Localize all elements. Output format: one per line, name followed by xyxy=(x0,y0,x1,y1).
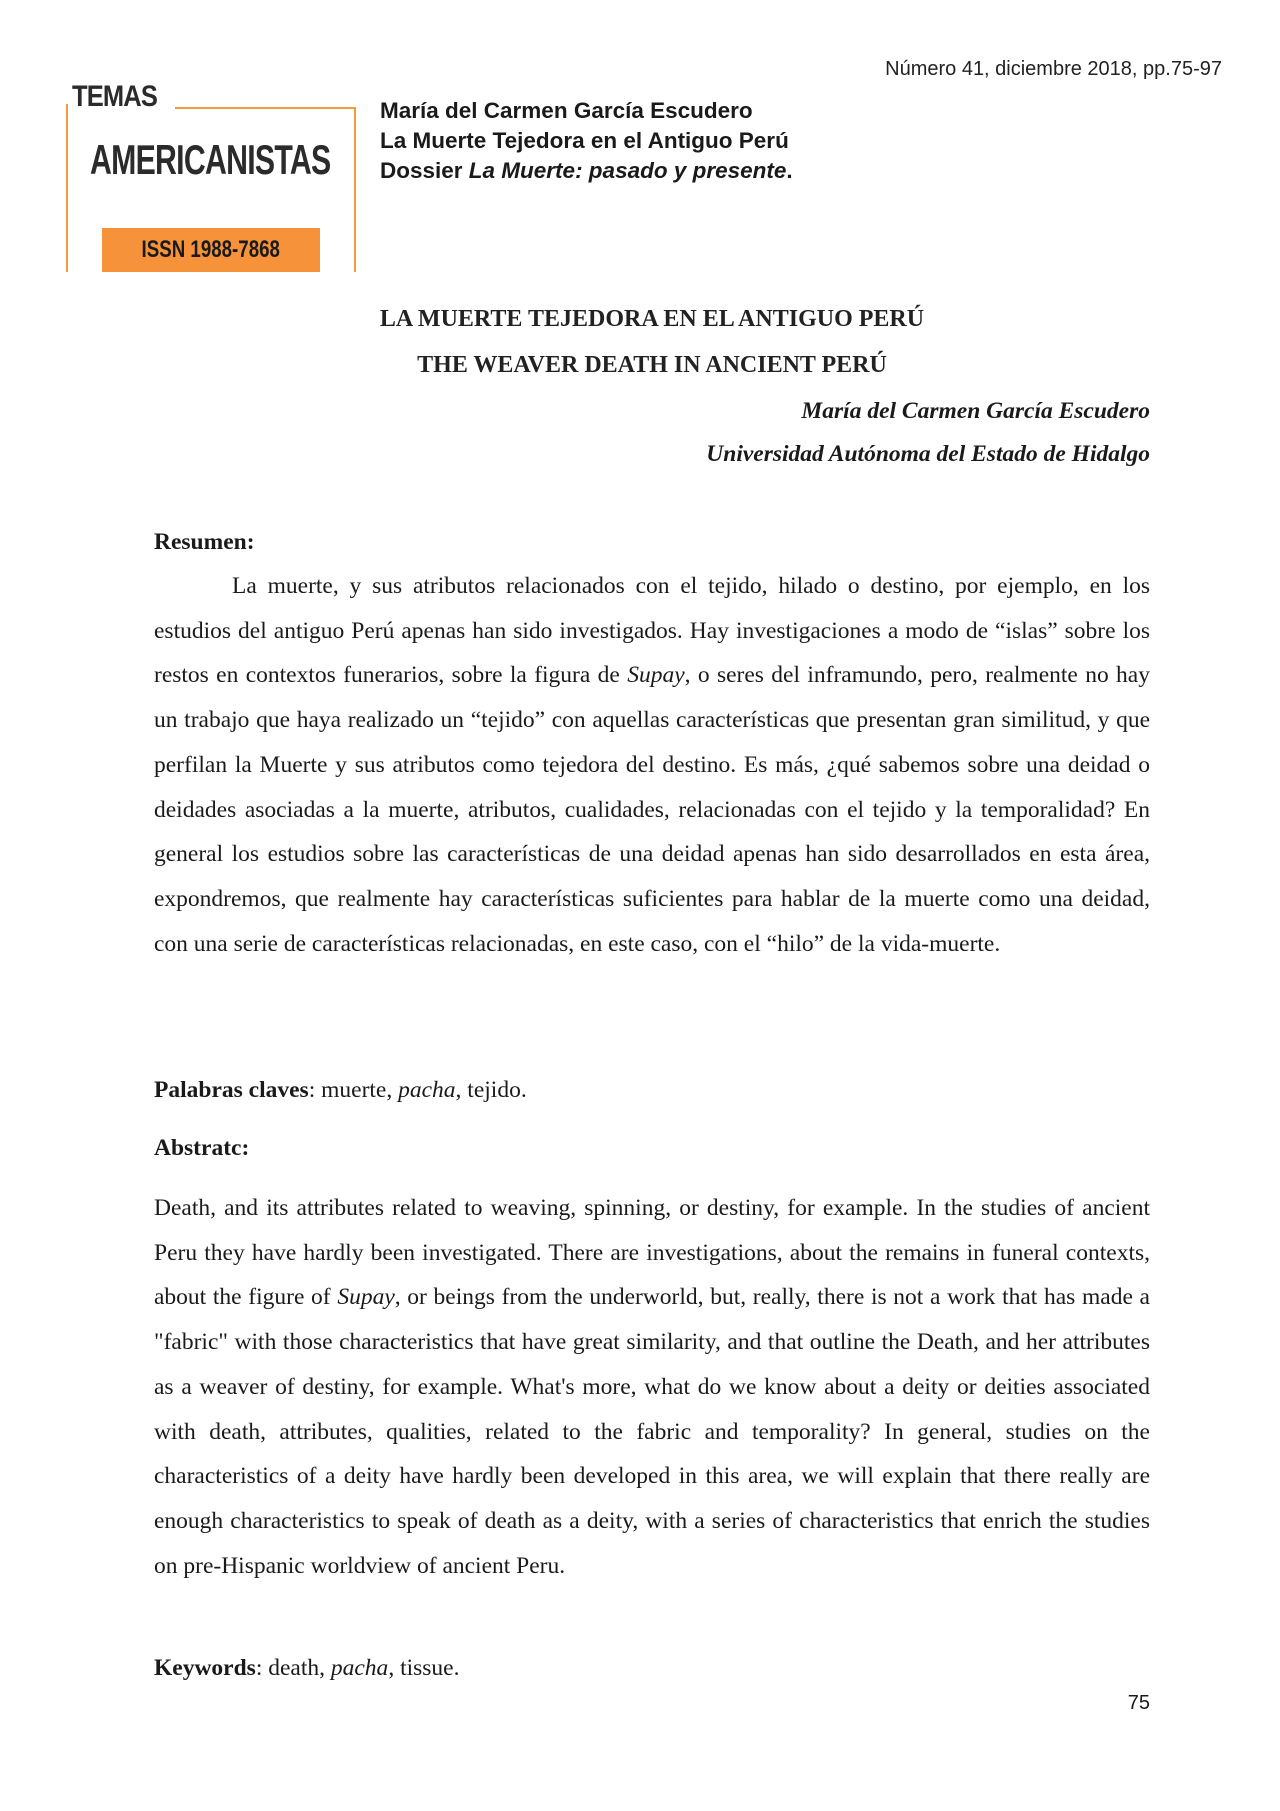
header-author: María del Carmen García Escudero xyxy=(380,98,753,123)
logo-frame-top xyxy=(175,107,356,109)
abstract-paragraph xyxy=(154,1186,1150,1588)
resumen-heading: Resumen: xyxy=(154,529,255,555)
journal-logo xyxy=(66,80,356,272)
header-dossier-suffix: . xyxy=(786,158,793,183)
keywords-term: pacha xyxy=(330,1655,389,1681)
keywords-label: Keywords xyxy=(154,1655,256,1681)
resumen-term-supay: Supay xyxy=(627,662,685,689)
abstract-text-part1: Death, and its attributes related to weaving, spinning, or destiny, for example. In the studies of ancient Peru they have hardly been investigated. There are investigations, about the remains in funeral contexts, about the figure of xyxy=(154,1195,1150,1311)
abstract-text-part2: , or beings from the underworld, but, really, there is not a work that has made a "fabric" with those characteristics that have great similarity, and that outline the Death, and her attributes as a weaver of destiny, for example. What's more, what do we know about a deity or deities associated with death, attributes, qualities, related to the fabric and temporality? In general, studies on the characteristics of a deity have hardly been developed in this area, we will explain that there really are enough characteristics to speak of death as a deity, with a series of characteristics that enrich the studies on pre-Hispanic worldview of ancient Peru. xyxy=(154,1284,1150,1579)
running-header xyxy=(380,96,793,186)
palabras-claves xyxy=(154,1077,1150,1104)
logo-word-americanistas: AMERICANISTAS xyxy=(90,136,331,183)
header-dossier xyxy=(380,156,793,186)
abstract-term-supay: Supay xyxy=(337,1284,395,1311)
title-spanish: LA MUERTE TEJEDORA EN EL ANTIGUO PERÚ xyxy=(379,306,925,332)
author-affiliation: Universidad Autónoma del Estado de Hidalgo xyxy=(706,441,1150,467)
header-article-title: La Muerte Tejedora en el Antiguo Perú xyxy=(380,128,789,153)
title-english: THE WEAVER DEATH IN ANCIENT PERÚ xyxy=(417,352,887,378)
palabras-claves-label: Palabras claves xyxy=(154,1077,309,1103)
logo-frame-left xyxy=(66,104,68,272)
logo-word-temas: TEMAS xyxy=(72,80,157,113)
resumen-text-part2: , o seres del inframundo, pero, realmente no hay un trabajo que haya realizado un “tejido” con aquellas características que presentan gran similitud, y que perfilan la Muerte y sus atributos como tejedora del destino. Es más, ¿qué sabemos sobre una deidad o deidades asociadas a la muerte, atributos, cualidades, relacionadas con el tejido y la temporalidad? En general los estudios sobre las características de una deidad apenas han sido desarrollados en esta área, expondremos, que realmente hay características suficientes para hablar de la muerte como una deidad, con una serie de características relacionadas, en este caso, con el “hilo” de la vida-muerte. xyxy=(154,662,1150,957)
article-author: María del Carmen García Escudero xyxy=(801,398,1150,424)
palabras-claves-rest: , tejido. xyxy=(455,1077,527,1103)
palabras-claves-sep: : muerte, xyxy=(308,1077,399,1103)
resumen-paragraph xyxy=(154,564,1150,966)
palabras-claves-term: pacha xyxy=(398,1077,456,1103)
keywords-sep: : death, xyxy=(255,1655,331,1681)
keywords-rest: , tissue. xyxy=(388,1655,460,1681)
logo-issn: ISSN 1988-7868 xyxy=(141,236,281,263)
keywords xyxy=(154,1655,1150,1682)
issue-info: Número 41, diciembre 2018, pp.75-97 xyxy=(885,58,1222,80)
logo-issn-box xyxy=(102,228,320,272)
logo-frame-right xyxy=(354,107,356,272)
page-number: 75 xyxy=(1127,1692,1150,1714)
header-dossier-title: La Muerte: pasado y presente xyxy=(468,158,787,183)
header-dossier-prefix: Dossier xyxy=(380,158,469,183)
resumen-text-part1: La muerte, y sus atributos relacionados con el tejido, hilado o destino, por ejemplo, en los estudios del antiguo Perú apenas han sido investigados. Hay investigaciones a modo de “islas” sobre los restos en contextos funerarios, sobre la figura de xyxy=(154,573,1150,689)
abstract-heading: Abstratc: xyxy=(154,1135,250,1161)
